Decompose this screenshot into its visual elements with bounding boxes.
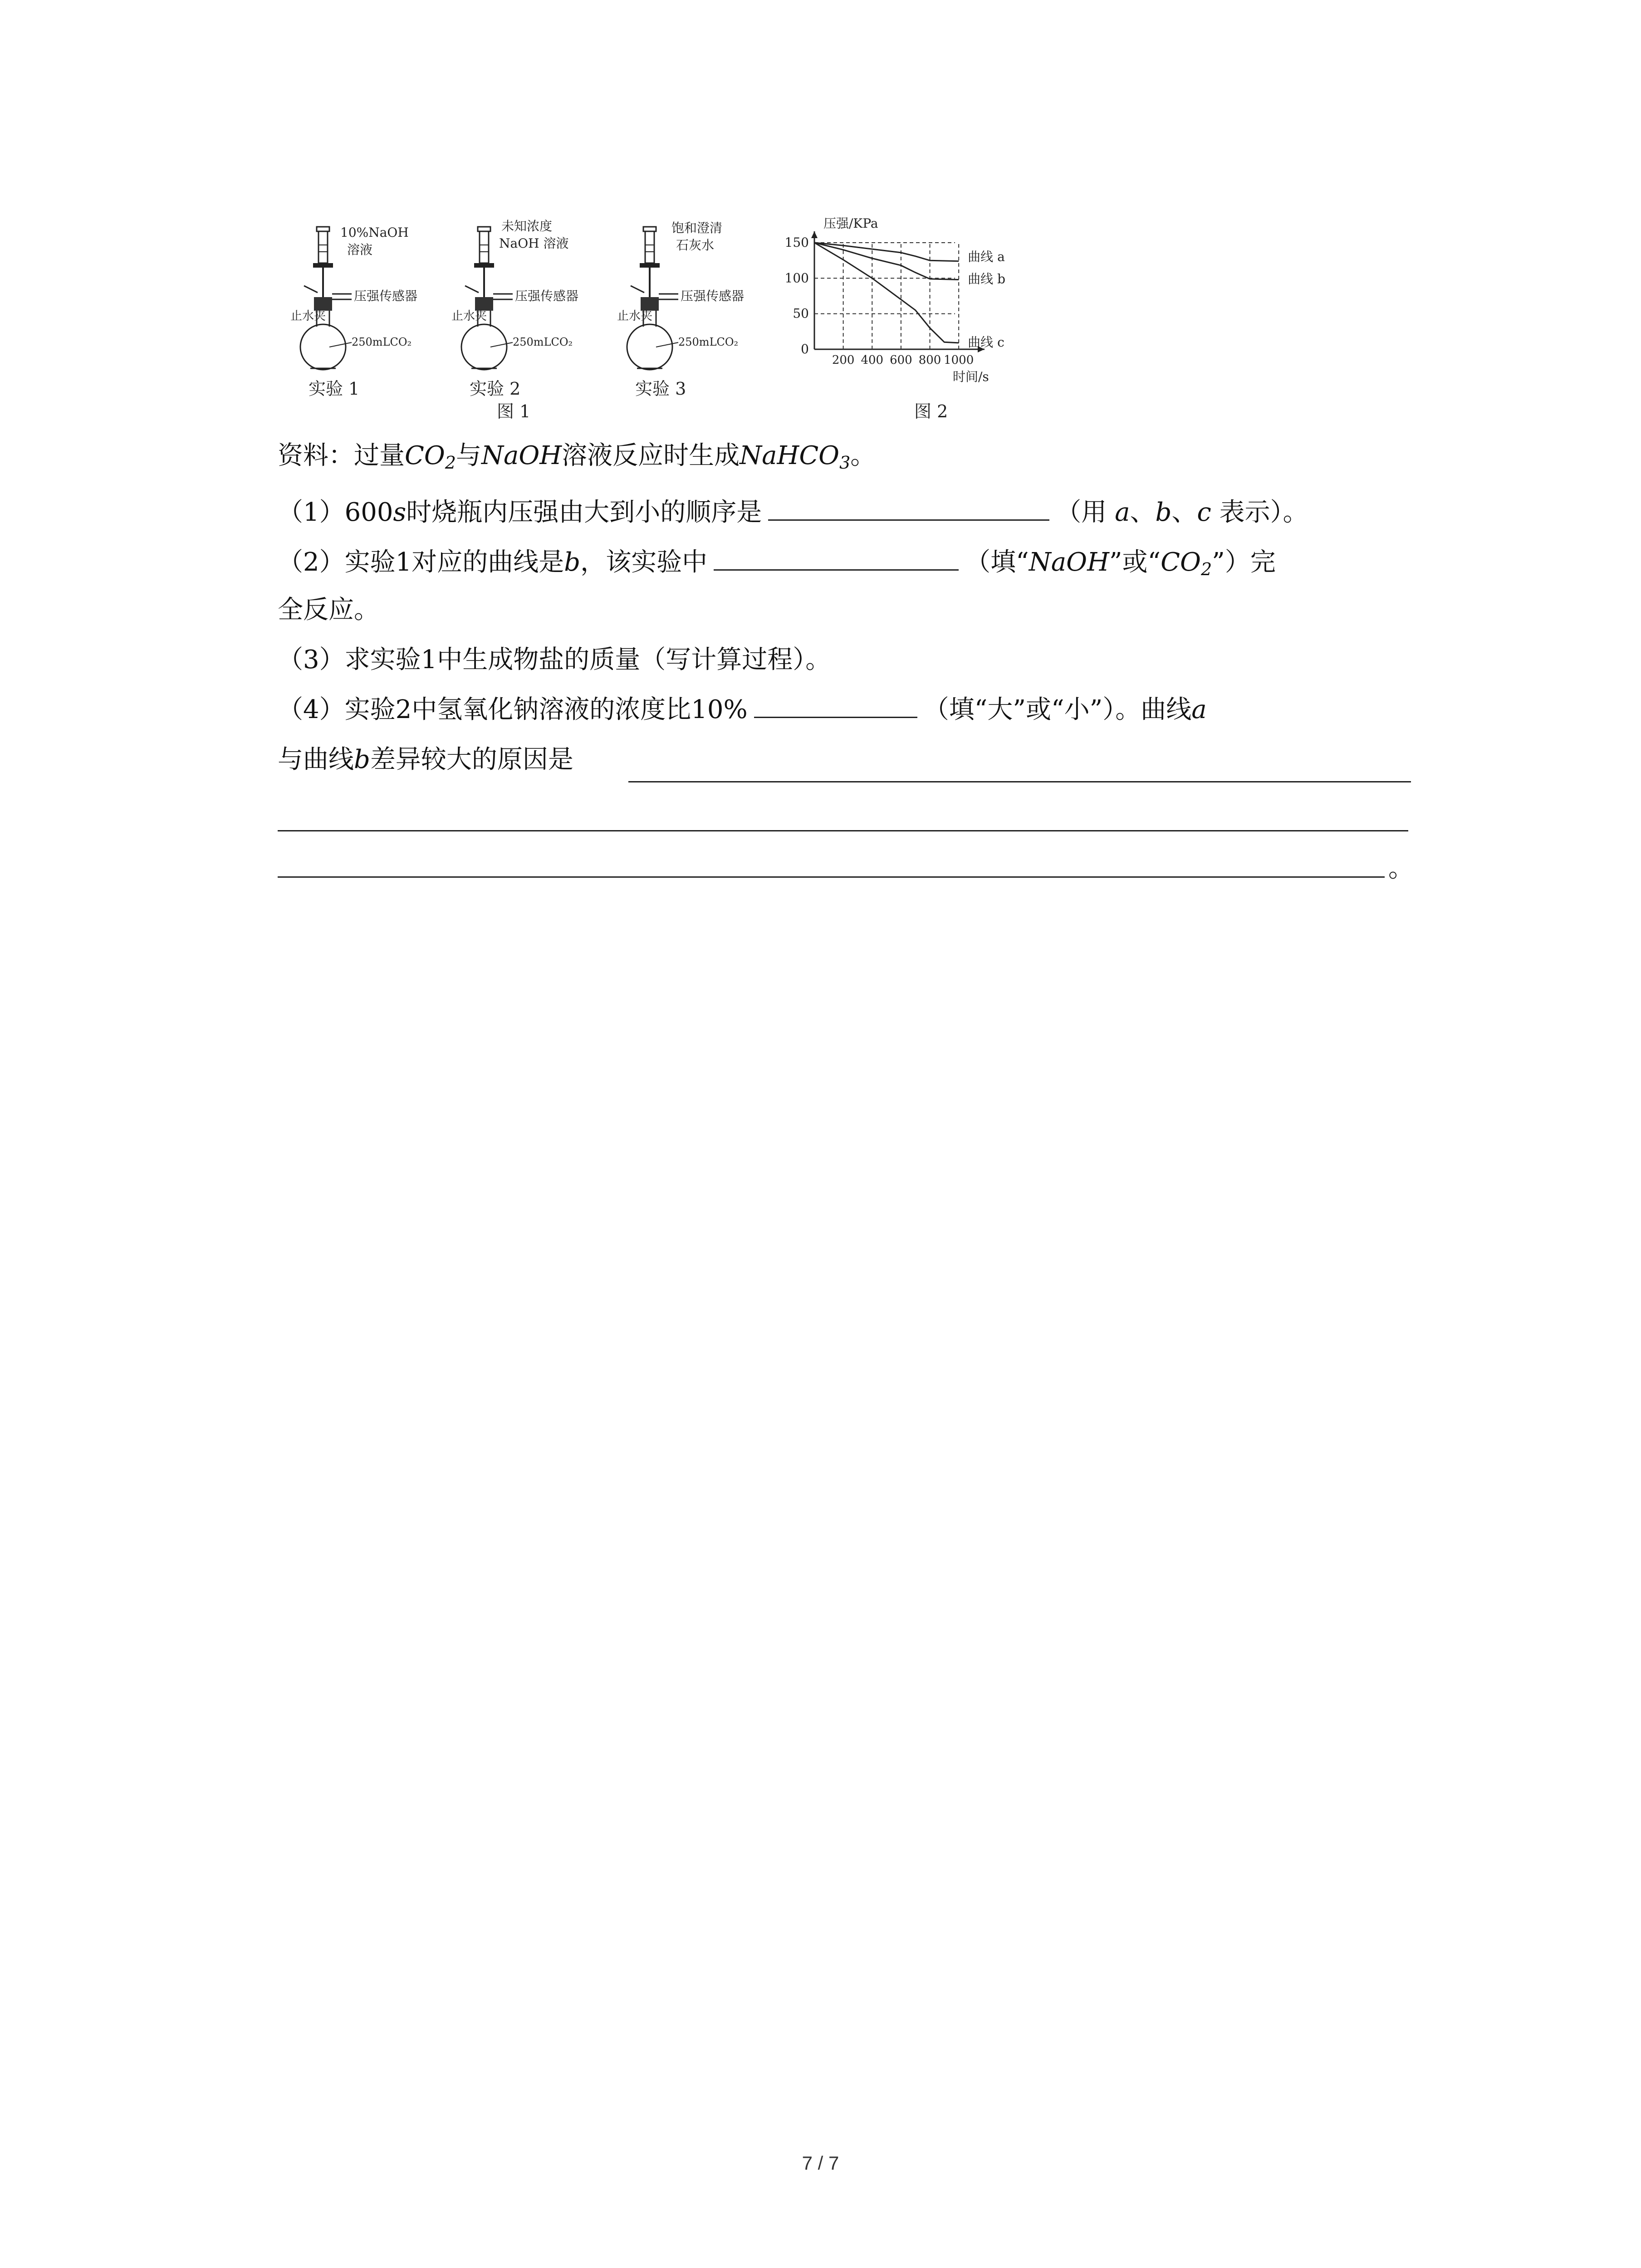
q1-var-a: a [1115, 498, 1130, 527]
info-nahco3: NaHCO [740, 441, 840, 470]
question-3 [278, 644, 831, 676]
q2-text-b: ，该实验中 [580, 547, 708, 577]
y-tick-label: 100 [784, 270, 809, 286]
q4-text-c: 与曲线 [278, 745, 354, 774]
exp3-reagent-line2: 石灰水 [676, 238, 715, 253]
info-line [278, 440, 876, 472]
x-tick-label: 600 [890, 353, 912, 367]
apparatus-experiment-1 [290, 225, 417, 399]
exp3-sensor-label: 压强传感器 [681, 288, 745, 303]
info-text-d: 。 [850, 441, 876, 470]
q4-end-mark: 。 [1388, 854, 1414, 883]
x-tick-label: 200 [832, 353, 855, 367]
figure2-caption: 图 2 [914, 401, 948, 421]
exp3-reagent-line1: 饱和澄清 [671, 220, 723, 235]
info-text-b: 与 [456, 441, 481, 470]
apparatus-experiment-2 [451, 219, 578, 399]
exp3-label: 实验 3 [635, 379, 686, 399]
figure1-caption: 图 1 [497, 401, 531, 421]
exp1-flask-label: 250mLCO₂ [352, 336, 412, 348]
pressure-chart [785, 216, 1005, 421]
info-co2: CO [405, 441, 445, 470]
q2-text-f: 全反应。 [278, 595, 379, 625]
y-tick-label: 50 [793, 306, 809, 321]
exp2-reagent-line1: 未知浓度 [501, 219, 553, 234]
series-label-2: 曲线 b [968, 271, 1006, 287]
q1-var-b: b [1155, 498, 1172, 527]
y-tick-label: 150 [784, 235, 809, 250]
exp2-label: 实验 2 [470, 379, 521, 399]
info-text-c: 溶液反应时生成 [562, 441, 740, 470]
q1-sep1: 、 [1130, 498, 1156, 527]
question-1 [278, 497, 1308, 528]
q2-text-d: ”或“ [1109, 547, 1161, 577]
series-label-3: 曲线 c [968, 334, 1004, 350]
question-4 [278, 694, 1207, 726]
series-line-1 [814, 243, 959, 261]
question-2 [278, 547, 1276, 578]
exp1-reagent-line2: 溶液 [347, 242, 373, 257]
exp2-clamp-label: 止水夹 [451, 309, 487, 323]
exp3-flask-label: 250mLCO₂ [678, 336, 739, 348]
q1-text-a: （1）600 [278, 498, 393, 527]
exp2-sensor-label: 压强传感器 [515, 288, 579, 303]
q4-var-a: a [1191, 695, 1207, 724]
question-4-cont [278, 744, 573, 776]
q1-var-c: c [1197, 498, 1211, 527]
exp1-label: 实验 1 [309, 379, 360, 399]
q4-answer-blank-2[interactable] [628, 781, 1411, 782]
info-naoh: NaOH [481, 441, 562, 470]
info-nahco3-sub: 3 [839, 453, 851, 473]
figure-area [272, 213, 1062, 440]
page-number: 7 / 7 [802, 2152, 839, 2174]
q4-answer-blank-1[interactable] [754, 694, 917, 718]
series-line-3 [814, 243, 959, 343]
exp2-reagent-line2: NaOH 溶液 [499, 236, 569, 251]
q1-sep2: 、 [1171, 498, 1197, 527]
x-tick-label: 400 [861, 353, 884, 367]
q4-answer-blank-3[interactable] [278, 830, 1408, 831]
q2-co2-sub: 2 [1200, 559, 1212, 579]
q1-text-d: 表示）。 [1211, 498, 1308, 527]
q2-naoh: NaOH [1029, 547, 1109, 577]
q1-text-b: 时烧瓶内压强由大到小的顺序是 [406, 498, 762, 527]
q2-var-b: b [564, 547, 581, 577]
exp1-sensor-label: 压强传感器 [354, 288, 418, 303]
x-tick-label: 800 [918, 353, 941, 367]
figure-svg [272, 213, 1062, 440]
apparatus-experiment-3 [617, 220, 744, 399]
q4-end-line [1388, 853, 1414, 885]
q4-answer-blank-4[interactable] [278, 876, 1385, 878]
q3-text: （3）求实验1中生成物盐的质量（写计算过程）。 [278, 645, 831, 675]
q2-text-a: （2）实验1对应的曲线是 [278, 547, 564, 577]
q4-text-b: （填“大”或“小”）。曲线 [923, 695, 1192, 724]
q1-answer-blank[interactable] [768, 497, 1049, 521]
exp3-clamp-label: 止水夹 [617, 309, 653, 323]
y-axis-arrow [811, 231, 818, 238]
q2-text-c: （填“ [965, 547, 1029, 577]
y-tick-label: 0 [801, 342, 809, 357]
q2-answer-blank[interactable] [714, 547, 959, 571]
q1-text-c: （用 [1056, 498, 1115, 527]
q4-text-a: （4）实验2中氢氧化钠溶液的浓度比10% [278, 695, 748, 724]
x-tick-label: 1000 [944, 353, 974, 367]
exp2-flask-label: 250mLCO₂ [513, 336, 573, 348]
series-label-1: 曲线 a [968, 249, 1005, 264]
exp1-clamp-label: 止水夹 [290, 309, 326, 323]
question-2-cont [278, 594, 379, 626]
exp1-reagent-line1: 10%NaOH [340, 225, 409, 240]
q4-text-d: 差异较大的原因是 [370, 745, 573, 774]
info-text-a: 资料：过量 [278, 441, 405, 470]
chart-xlabel: 时间/s [953, 369, 989, 384]
q2-co2: CO [1161, 547, 1201, 577]
chart-ylabel: 压强/KPa [823, 216, 878, 231]
q4-var-b: b [354, 745, 370, 774]
info-co2-sub: 2 [445, 453, 456, 473]
q2-text-e: ”）完 [1212, 547, 1276, 577]
q1-unit-s: s [393, 498, 407, 527]
